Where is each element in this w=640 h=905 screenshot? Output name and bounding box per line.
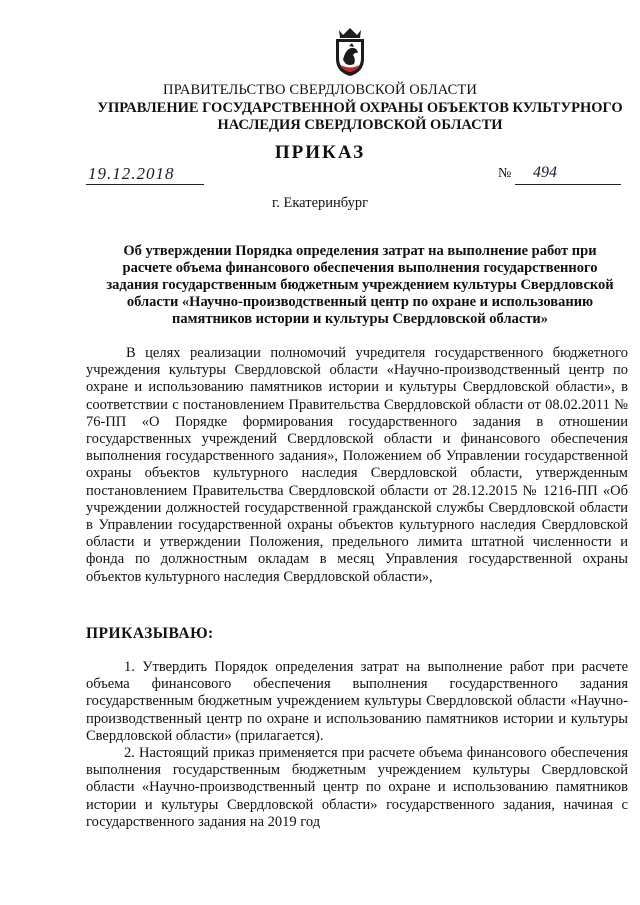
order-item-1: 1. Утвердить Порядок определения затрат на выполнение работ при расчете объема финансового обеспечения выполнения государственного задания государственным бюджетным учреждением культуры Свердловской области «Научно-производственный центр по охране и использованию памятников истории и культуры Свердловской области» (прилагается). [86,659,628,744]
order-number: 494 [533,164,557,181]
city: г. Екатеринбург [271,195,369,211]
number-field [515,164,621,185]
department-title: УПРАВЛЕНИЕ ГОСУДАРСТВЕННОЙ ОХРАНЫ ОБЪЕКТОВ КУЛЬТУРНОГО НАСЛЕДИЯ СВЕРДЛОВСКОЙ ОБЛАСТИ [97,100,623,133]
date-field [86,164,204,185]
coat-of-arms-icon [329,26,371,78]
order-subject: Об утверждении Порядка определения затрат на выполнение работ при расчете объема финансового обеспечения выполнения государственного задания государственным бюджетным учреждением культуры Свердловской области «Научно-производственный центр по охране и использованию памятников истории и культуры Свердловской области» [106,243,614,327]
order-items [86,659,628,831]
government-title: ПРАВИТЕЛЬСТВО СВЕРДЛОВСКОЙ ОБЛАСТИ [163,82,477,98]
order-date: 19.12.2018 [88,164,175,183]
number-label: № [498,166,512,181]
preamble [86,345,628,586]
preamble-text: В целях реализации полномочий учредителя государственного бюджетного учреждения культуры Свердловской области «Научно-производственный центр по охране и использованию памятников истории и культуры Свердловской области», в соответствии с постановлением Правительства Свердловской области от 08.02.2011 № 76-ПП «О Порядке формирования государственного задания в отношении государственных учреждений Свердловской области и финансового обеспечения выполнения государственного задания», Положением об Управлении государственной охраны объектов культурного наследия Свердловской области, утвержденным постановлением Правительства Свердловской области от 28.12.2015 № 1216-ПП «Об учреждении должностей государственной гражданской службы Свердловской области в Управлении государственной охраны объектов культурного наследия Свердловской области и утверждении Положения, предельного лимита штатной численности и фонда по должностным окладам в месяц Управления государственной охраны объектов культурного наследия Свердловской области», [86,345,628,585]
orders-heading: ПРИКАЗЫВАЮ: [86,625,214,642]
document-type: ПРИКАЗ [274,142,366,163]
order-item-2: 2. Настоящий приказ применяется при расчете объема финансового обеспечения выполнения государственным бюджетным учреждением культуры Свердловской области «Научно-производственный центр по охране и использованию памятников истории и культуры Свердловской области» государственного задания, начиная с государственного задания на 2019 год [86,745,628,830]
